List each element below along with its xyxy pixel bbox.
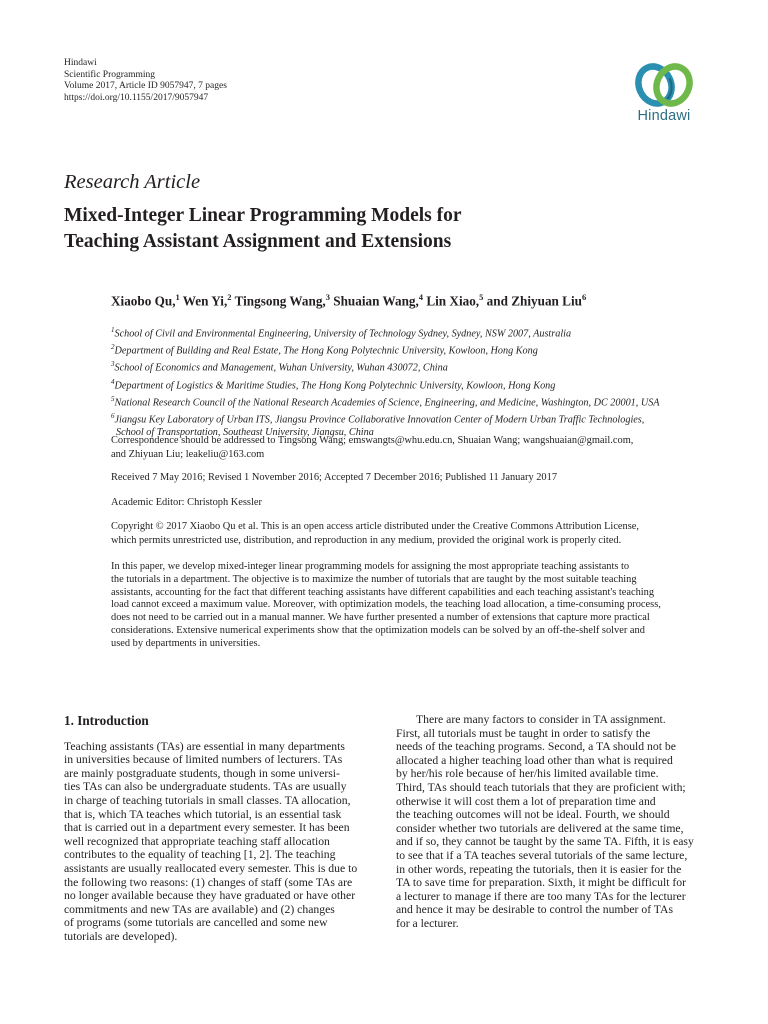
body-line: Third, TAs should teach tutorials that they are proficient with; [396, 780, 686, 794]
abstract-line: assistants, accounting for the fact that different teaching assistants have different capabilities and each teaching assistant's teaching [111, 586, 655, 598]
author-name: Tingsong Wang, [231, 293, 326, 309]
body-line: tutorials are developed). [64, 929, 178, 943]
author-affil-mark: 2 [227, 292, 232, 302]
body-line: in universities because of limited numbers of lecturers. TAs [64, 753, 343, 767]
affiliation-text: National Research Council of the National Research Academies of Science, Engineering, and Medicine, Washington, DC 20001, USA [114, 397, 660, 409]
copyright-line: which permits unrestricted use, distribution, and reproduction in any medium, provided the original work is properly cited. [111, 534, 622, 546]
academic-editor: Academic Editor: Christoph Kessler [111, 497, 262, 508]
body-line: the teaching outcomes will not be ideal. Fourth, we should [396, 808, 670, 822]
affiliation-mark: 5 [111, 394, 115, 403]
author-name: Wen Yi, [179, 293, 228, 309]
copyright-notice [111, 520, 705, 547]
affiliation-mark: 6 [111, 411, 115, 420]
body-line: for a lecturer. [396, 916, 459, 930]
body-line: are mainly postgraduate students, though in some universi- [64, 766, 340, 780]
affiliation-text: Department of Logistics & Maritime Studies, The Hong Kong Polytechnic University, Kowloon, Hong Kong [114, 379, 556, 391]
author-name: and Zhiyuan Liu [483, 293, 582, 309]
author-affil-mark: 1 [175, 292, 180, 302]
body-line: First, all tutorials must be taught in order to satisfy the [396, 726, 651, 740]
author-list [111, 292, 586, 309]
body-line: well recognized that appropriate teaching staff allocation [64, 834, 330, 848]
abstract [111, 561, 705, 651]
correspondence-line: Correspondence should be addressed to Tingsong Wang; emswangts@whu.edu.cn, Shuaian Wang; wangshuaian@gmail.com, [111, 435, 634, 446]
affiliation-text: School of Economics and Management, Wuhan University, Wuhan 430072, China [114, 362, 448, 374]
correspondence [111, 434, 711, 461]
author-name: Xiaobo Qu, [111, 293, 176, 309]
affiliation-mark: 4 [111, 377, 115, 386]
body-line: no longer available because they have graduated or have other [64, 889, 356, 903]
logo-wordmark: Hindawi [637, 108, 691, 124]
left-column [64, 713, 374, 944]
affiliation-mark: 3 [111, 360, 115, 369]
abstract-line: the tutorials in a department. The objective is to maximize the number of tutorials that are taught by the most suitable teaching [111, 573, 637, 585]
body-line: of programs (some tutorials are cancelled and some new [64, 916, 328, 930]
author-name: Lin Xiao, [423, 293, 480, 309]
body-line: There are many factors to consider in TA assignment. [416, 713, 666, 726]
body-line: that is, which TA teaches which tutorial, is an essential task [64, 807, 342, 821]
affiliation-mark: 1 [111, 326, 115, 334]
body-line: allocated a higher teaching load other than what is required [396, 753, 673, 767]
body-line: contributes to the equality of teaching [1, 2]. The teaching [64, 848, 336, 862]
affiliation [111, 358, 660, 375]
copyright-line: Copyright © 2017 Xiaobo Qu et al. This is an open access article distributed under the Creative Commons Attribution License, [111, 521, 639, 532]
body-line: consider whether two tutorials are delivered at the same time, [396, 821, 684, 835]
doi-link[interactable]: https://doi.org/10.1155/2017/9057947 [64, 92, 209, 103]
publisher-name: Hindawi [64, 58, 97, 68]
body-line: assistants are usually reallocated every semester. This is due to [64, 861, 358, 875]
affiliation-text: School of Transportation, Southeast University, Jiangsu, China [116, 427, 374, 439]
abstract-line: load cannot exceed a maximum value. Moreover, with optimization models, the teaching load allocation, a time-consuming process, [111, 599, 661, 611]
abstract-line: does not need to be carried out in a manual manner. We have further presented a number of extensions that capture more practical [111, 612, 650, 624]
body-line: needs of the teaching programs. Second, a TA should not be [396, 740, 676, 754]
body-line: in charge of teaching tutorials in small classes. TA allocation, [64, 793, 351, 807]
body-line: in other words, repeating the tutorials, then it is easier for the [396, 862, 682, 876]
abstract-line: In this paper, we develop mixed-integer linear programming models for assigning the most appropriate teaching assistants to [111, 561, 630, 572]
affiliation-list [111, 324, 660, 440]
right-column [396, 713, 706, 931]
body-line: ties TAs can also be undergraduate students. TAs are usually [64, 780, 347, 794]
body-line: otherwise it will cost them a lot of preparation time and [396, 794, 656, 808]
body-line: that is carried out in a department every semester. It has been [64, 821, 350, 835]
affiliation-text: Jiangsu Key Laboratory of Urban ITS, Jiangsu Province Collaborative Innovation Center of Modern Urban Traffic Technologies, [114, 414, 645, 426]
affiliation [111, 410, 660, 427]
volume-info: Volume 2017, Article ID 9057947, 7 pages [64, 81, 227, 91]
author-name: Shuaian Wang, [329, 293, 419, 309]
author-affil-mark: 3 [325, 292, 330, 302]
title-line: Teaching Assistant Assignment and Extensions [64, 231, 452, 252]
affiliation-text: School of Civil and Environmental Engineering, University of Technology Sydney, Sydney, NSW 2007, Australia [114, 328, 572, 340]
hindawi-logo-icon [633, 60, 695, 110]
title-line: Mixed-Integer Linear Programming Models for [64, 205, 462, 226]
journal-name: Scientific Programming [64, 69, 156, 80]
author-affil-mark: 5 [479, 292, 484, 302]
paper-title [64, 203, 704, 255]
affiliation [111, 324, 660, 341]
body-line: to see that if a TA teaches several tutorials of the same lecture, [396, 848, 688, 862]
correspondence-line: and Zhiyuan Liu; leakeliu@163.com [111, 448, 265, 460]
affiliation-mark: 2 [111, 343, 115, 352]
body-line: a lecturer to manage if there are too many TAs for the lecturer [396, 889, 686, 903]
body-line: commitments and new TAs are available) and (2) changes [64, 902, 335, 916]
publication-info [64, 58, 227, 104]
body-line: by her/his role because of her/his limited available time. [396, 767, 659, 781]
body-line: and hence it may be desirable to control the number of TAs [396, 903, 673, 917]
article-type: Research Article [64, 171, 201, 193]
hindawi-logo [622, 60, 706, 136]
abstract-line: considerations. Extensive numerical experiments show that the optimization models can be solved by an off-the-shelf solver and [111, 624, 645, 636]
body-line: the following two reasons: (1) changes of staff (some TAs are [64, 875, 353, 889]
body-line: and if so, they cannot be taught by the same TA. Fifth, it is easy [396, 835, 694, 849]
author-affil-mark: 4 [418, 292, 424, 302]
affiliation [111, 341, 660, 358]
affiliation [111, 393, 660, 410]
received-dates: Received 7 May 2016; Revised 1 November 2016; Accepted 7 December 2016; Published 11 January 2017 [111, 472, 558, 483]
body-line: TA to save time for preparation. Sixth, it might be difficult for [396, 876, 686, 890]
abstract-line: used by departments in universities. [111, 637, 261, 649]
author-affil-mark: 6 [581, 292, 587, 302]
affiliation [111, 376, 660, 393]
affiliation-text: Department of Building and Real Estate, The Hong Kong Polytechnic University, Kowloon, Hong Kong [114, 345, 538, 357]
body-line: Teaching assistants (TAs) are essential in many departments [64, 739, 345, 753]
section-heading: 1. Introduction [64, 713, 149, 728]
